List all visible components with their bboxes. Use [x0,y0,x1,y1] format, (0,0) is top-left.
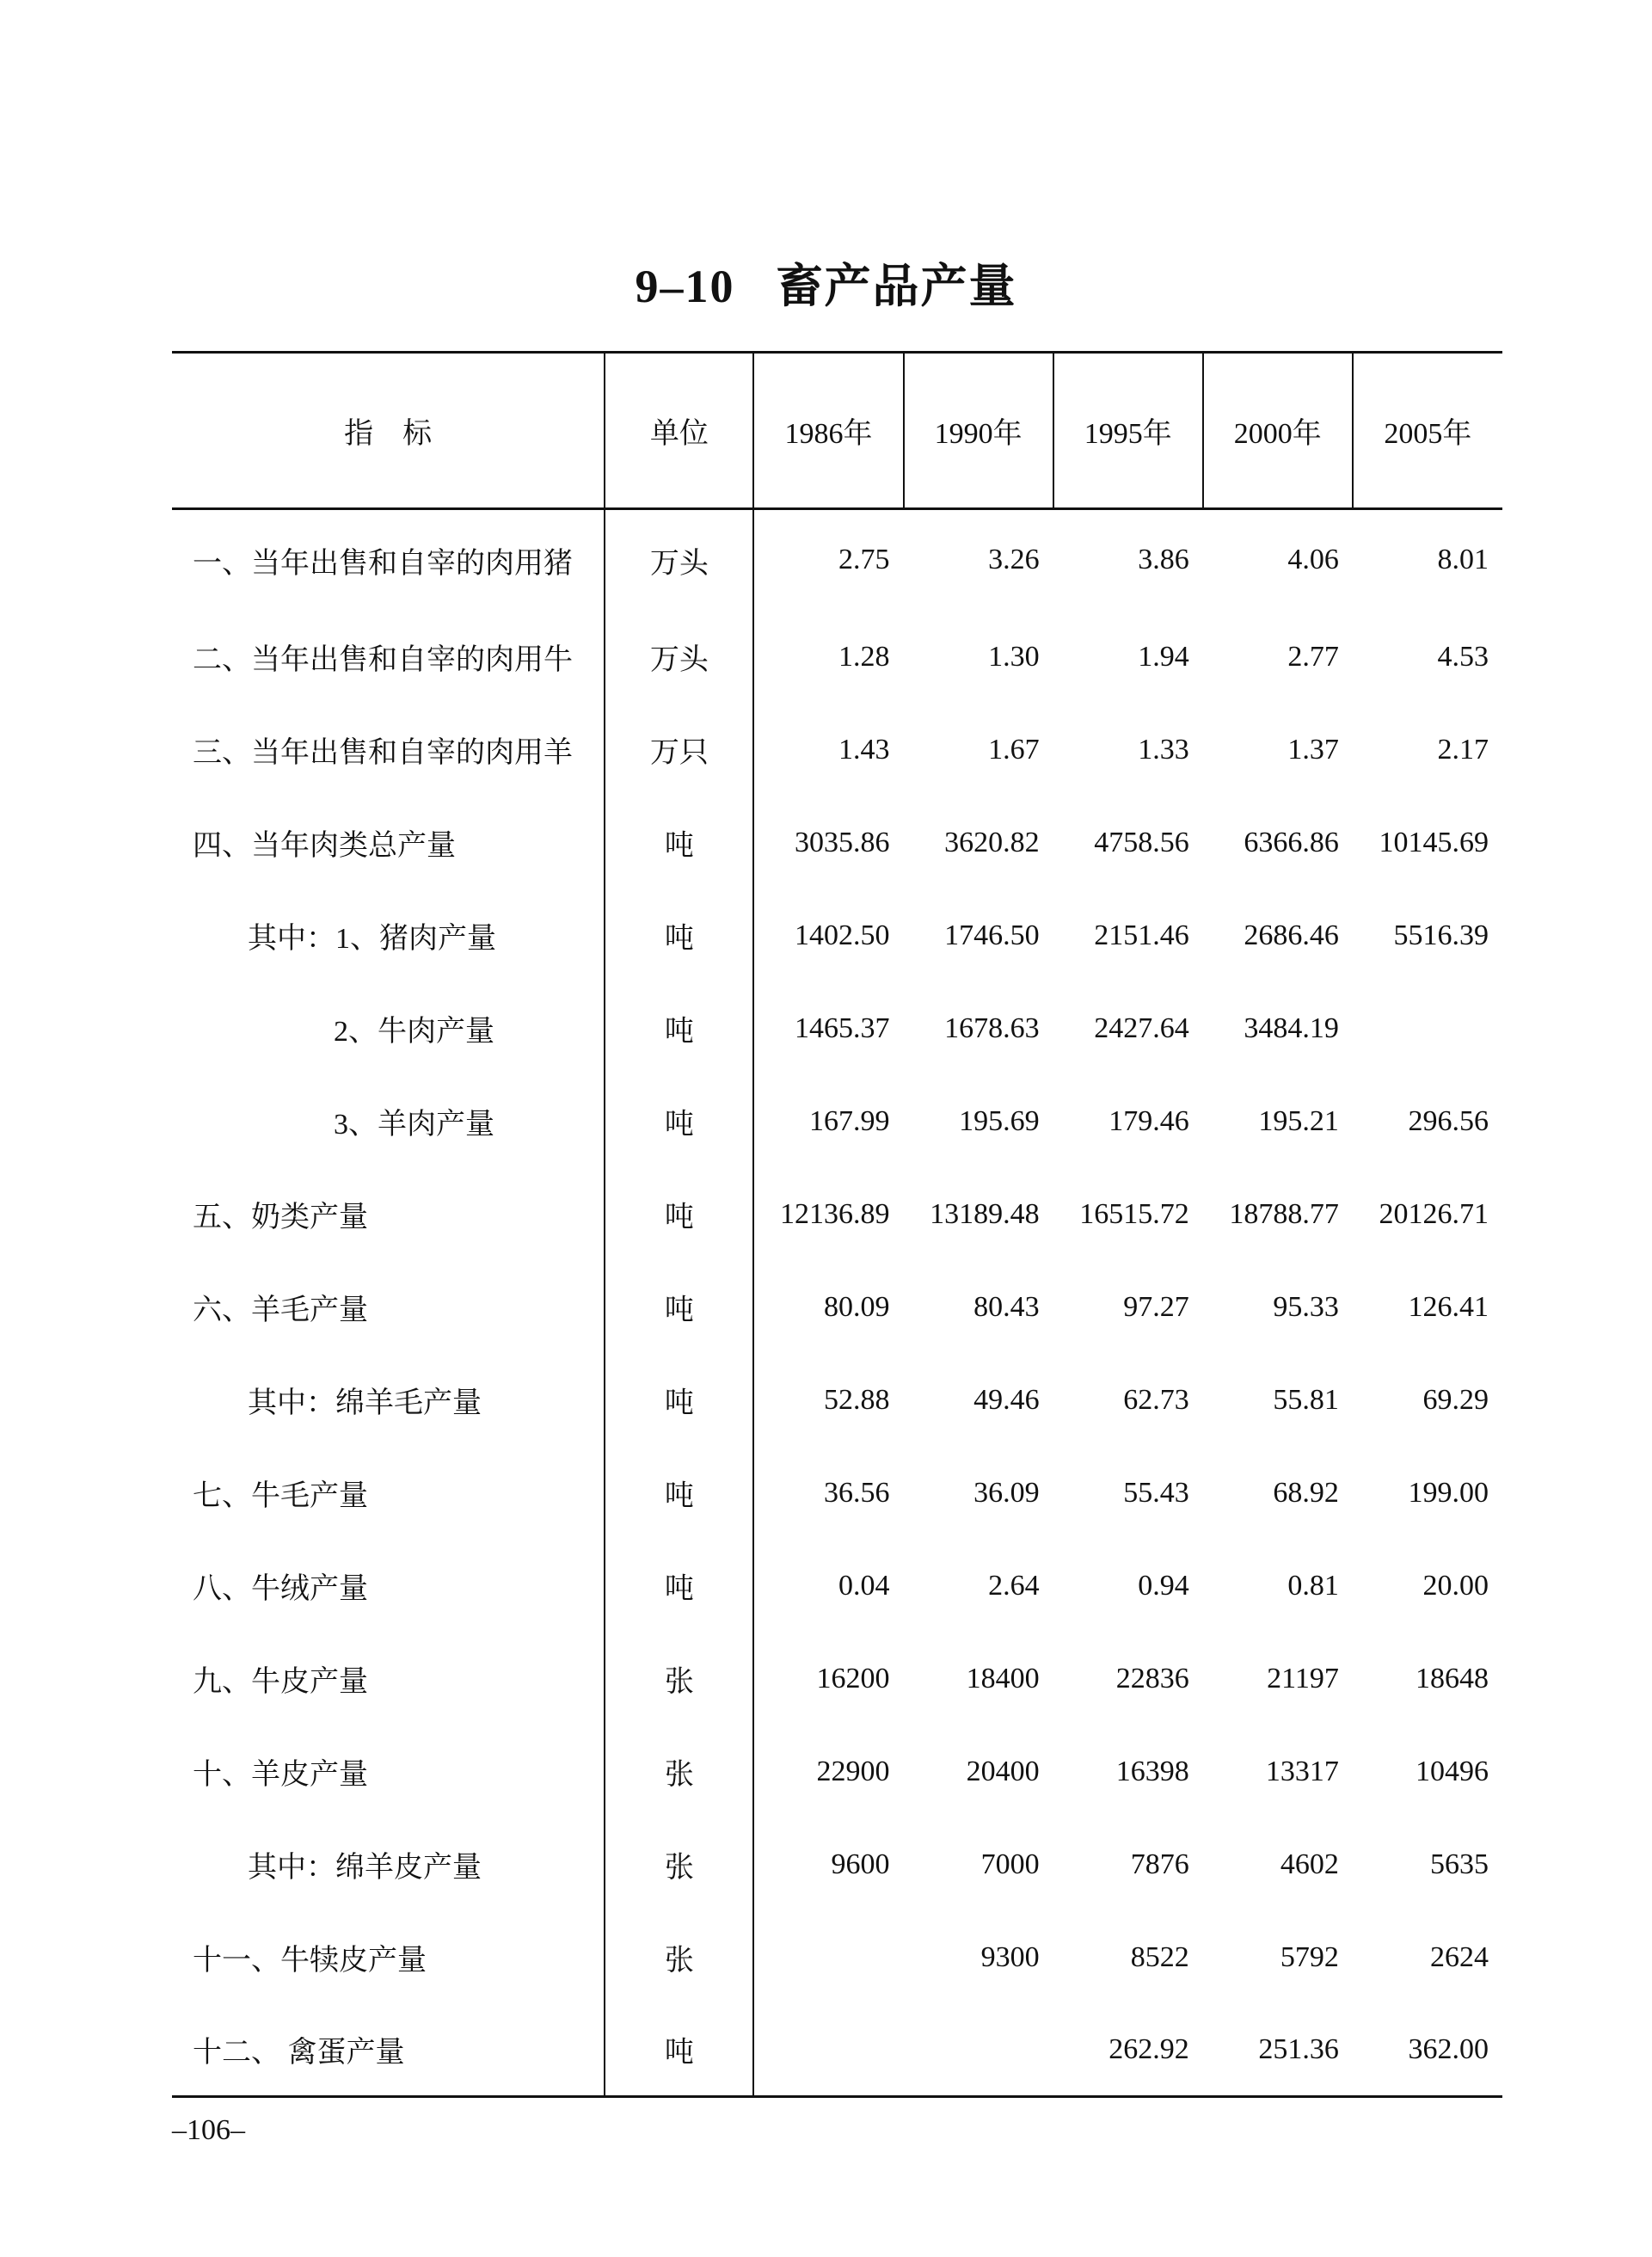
value-cell: 5635 [1430,1848,1489,1880]
header-year-1995: 1995年 [1053,353,1203,509]
table-row [172,509,1502,611]
unit-cell: 吨 [605,1540,753,1633]
indicator-cell: 十、羊皮产量 [193,1759,368,1791]
unit-cell: 吨 [605,1168,753,1261]
value-cell: 2.17 [1437,733,1489,766]
header-year-1986: 1986年 [753,353,903,509]
value-cell: 36.09 [973,1476,1040,1509]
value-cell: 1678.63 [944,1012,1040,1044]
value-cell: 55.81 [1273,1383,1339,1416]
value-cell: 80.09 [824,1290,890,1323]
indicator-cell: 一、当年出售和自宰的肉用猪 [193,547,573,580]
value-cell: 179.46 [1108,1104,1189,1137]
table-row [172,1540,1502,1633]
value-cell: 4.53 [1437,640,1489,673]
value-cell: 1402.50 [795,919,890,951]
header-year-1990: 1990年 [904,353,1053,509]
unit-cell: 万头 [605,509,753,611]
value-cell: 18400 [966,1662,1040,1694]
value-cell: 80.43 [973,1290,1040,1323]
header-year-2005: 2005年 [1353,353,1502,509]
table-header-row [172,353,1502,509]
value-cell: 49.46 [973,1383,1040,1416]
value-cell: 0.81 [1287,1569,1339,1602]
value-cell: 0.94 [1138,1569,1189,1602]
table-body [172,509,1502,2097]
value-cell: 3.26 [988,544,1040,576]
indicator-cell: 三、当年出售和自宰的肉用羊 [193,737,573,769]
indicator-cell: 九、牛皮产量 [193,1666,368,1698]
page-number: –106– [172,2114,245,2146]
value-cell: 2.64 [988,1569,1040,1602]
value-cell: 18788.77 [1229,1197,1339,1230]
value-cell: 199.00 [1408,1476,1489,1509]
indicator-cell: 七、牛毛产量 [193,1480,368,1512]
value-cell: 2.75 [838,544,890,576]
page-title [0,249,1652,316]
unit-cell: 吨 [605,796,753,889]
table-row [172,2004,1502,2097]
value-cell: 97.27 [1123,1290,1189,1323]
value-cell: 3035.86 [795,826,890,858]
table-row [172,1261,1502,1354]
unit-cell: 张 [605,1633,753,1725]
value-cell: 2624 [1430,1940,1489,1973]
value-cell: 52.88 [824,1383,890,1416]
value-cell: 5516.39 [1393,919,1489,951]
indicator-cell: 十一、牛犊皮产量 [193,1945,427,1977]
table-row [172,1725,1502,1818]
value-cell: 55.43 [1123,1476,1189,1509]
value-cell: 1.30 [988,640,1040,673]
value-cell: 3.86 [1138,544,1189,576]
unit-cell: 吨 [605,1447,753,1540]
value-cell: 10496 [1416,1755,1489,1787]
value-cell: 6366.86 [1244,826,1339,858]
unit-cell: 吨 [605,1261,753,1354]
indicator-cell: 其中：绵羊毛产量 [248,1387,482,1419]
value-cell: 1.43 [838,733,890,766]
value-cell: 13317 [1265,1755,1339,1787]
livestock-output-table [172,351,1502,2098]
table-row [172,1168,1502,1261]
value-cell: 16200 [816,1662,890,1694]
table-row [172,611,1502,704]
indicator-cell: 四、当年肉类总产量 [193,830,456,862]
value-cell [753,2004,903,2097]
unit-cell: 万头 [605,611,753,704]
value-cell: 1465.37 [795,1012,890,1044]
value-cell: 1746.50 [944,919,1040,951]
value-cell: 21197 [1267,1662,1339,1694]
value-cell: 296.56 [1408,1104,1489,1137]
unit-cell: 万只 [605,704,753,796]
table-row [172,1911,1502,2004]
indicator-cell: 五、奶类产量 [193,1202,368,1233]
value-cell: 1.28 [838,640,890,673]
unit-cell: 张 [605,1818,753,1911]
value-cell: 126.41 [1408,1290,1489,1323]
value-cell: 16398 [1115,1755,1189,1787]
table-row [172,1075,1502,1168]
indicator-cell: 八、牛绒产量 [193,1573,368,1605]
value-cell: 20126.71 [1379,1197,1489,1230]
value-cell: 5792 [1280,1940,1339,1973]
indicator-cell: 十二、 禽蛋产量 [172,2004,605,2097]
value-cell [1353,982,1502,1075]
value-cell: 20.00 [1422,1569,1489,1602]
value-cell: 2686.46 [1244,919,1339,951]
value-cell: 3620.82 [944,826,1040,858]
value-cell: 3484.19 [1244,1012,1339,1044]
header-unit: 单位 [605,353,753,509]
value-cell: 20400 [966,1755,1040,1787]
unit-cell: 张 [605,1725,753,1818]
value-cell: 18648 [1416,1662,1489,1694]
table-row [172,704,1502,796]
table-number: 9–10 [635,261,735,312]
value-cell: 69.29 [1422,1383,1489,1416]
value-cell: 9300 [980,1940,1040,1973]
indicator-cell: 其中：1、猪肉产量 [248,923,496,955]
table-row [172,796,1502,889]
indicator-cell: 其中：绵羊皮产量 [248,1852,482,1884]
unit-cell: 吨 [605,1075,753,1168]
value-cell: 4.06 [1287,544,1339,576]
unit-cell: 吨 [605,982,753,1075]
value-cell: 2.77 [1287,640,1339,673]
unit-cell: 吨 [605,889,753,982]
indicator-cell: 二、当年出售和自宰的肉用牛 [193,644,573,676]
indicator-cell: 2、牛肉产量 [334,1016,494,1048]
value-cell: 2427.64 [1094,1012,1189,1044]
value-cell [904,2004,1053,2097]
value-cell: 68.92 [1273,1476,1339,1509]
unit-cell: 张 [605,1911,753,2004]
table-row [172,1447,1502,1540]
value-cell: 251.36 [1203,2004,1353,2097]
value-cell: 0.04 [838,1569,890,1602]
value-cell: 362.00 [1353,2004,1502,2097]
table-row [172,1354,1502,1447]
value-cell: 9600 [831,1848,890,1880]
value-cell: 22836 [1115,1662,1189,1694]
value-cell: 1.33 [1138,733,1189,766]
value-cell: 167.99 [809,1104,890,1137]
value-cell: 8.01 [1437,544,1489,576]
value-cell: 195.21 [1258,1104,1339,1137]
value-cell: 8522 [1130,1940,1189,1973]
value-cell: 1.94 [1138,640,1189,673]
value-cell: 1.67 [988,733,1040,766]
value-cell: 7000 [980,1848,1040,1880]
value-cell [753,1911,903,2004]
table-title-text: 畜产品产量 [776,261,1017,312]
value-cell: 95.33 [1273,1290,1339,1323]
value-cell: 13189.48 [930,1197,1040,1230]
value-cell: 262.92 [1053,2004,1203,2097]
table-row [172,889,1502,982]
value-cell: 4602 [1280,1848,1339,1880]
value-cell: 195.69 [959,1104,1040,1137]
value-cell: 36.56 [824,1476,890,1509]
value-cell: 12136.89 [780,1197,890,1230]
value-cell: 22900 [816,1755,890,1787]
value-cell: 7876 [1130,1848,1189,1880]
value-cell: 10145.69 [1379,826,1489,858]
unit-cell: 吨 [605,2004,753,2097]
value-cell: 62.73 [1123,1383,1189,1416]
value-cell: 4758.56 [1094,826,1189,858]
table-row [172,982,1502,1075]
header-indicator: 指 标 [172,353,605,509]
value-cell: 16515.72 [1079,1197,1189,1230]
value-cell: 1.37 [1287,733,1339,766]
indicator-cell: 3、羊肉产量 [334,1109,494,1141]
unit-cell: 吨 [605,1354,753,1447]
indicator-cell: 六、羊毛产量 [193,1295,368,1326]
table-row [172,1633,1502,1725]
header-year-2000: 2000年 [1203,353,1353,509]
value-cell: 2151.46 [1094,919,1189,951]
table-row [172,1818,1502,1911]
